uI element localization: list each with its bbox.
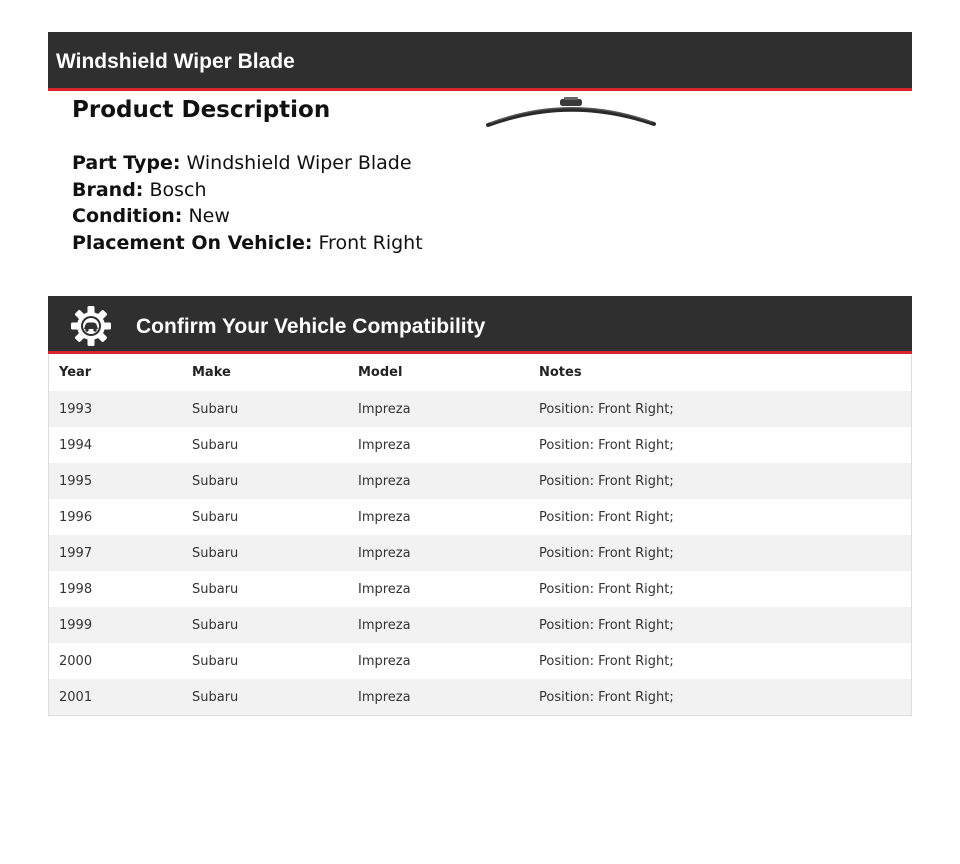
table-row [49, 391, 911, 427]
cell-notes: Position: Front Right; [539, 473, 674, 489]
cell-year: 1995 [59, 473, 93, 489]
table-row [49, 643, 911, 679]
cell-notes: Position: Front Right; [539, 437, 674, 453]
cell-model: Impreza [358, 689, 411, 705]
cell-model: Impreza [358, 401, 411, 417]
cell-make: Subaru [192, 581, 239, 597]
cell-notes: Position: Front Right; [539, 617, 674, 633]
cell-notes: Position: Front Right; [539, 545, 674, 561]
column-header-year: Year [59, 365, 92, 380]
spec-label: Part Type: [72, 152, 181, 174]
column-header-make: Make [192, 365, 231, 380]
wiper-blade-image [484, 94, 660, 132]
cell-make: Subaru [192, 617, 239, 633]
product-specs [72, 150, 423, 256]
cell-make: Subaru [192, 401, 239, 417]
spec-part-type [72, 150, 423, 177]
cell-make: Subaru [192, 509, 239, 525]
product-title: Windshield Wiper Blade [56, 50, 295, 73]
table-row [49, 571, 911, 607]
cell-year: 1998 [59, 581, 93, 597]
cell-make: Subaru [192, 545, 239, 561]
column-header-notes: Notes [539, 365, 582, 380]
spec-condition [72, 203, 423, 230]
column-header-model: Model [358, 365, 403, 380]
compatibility-bar [48, 296, 912, 354]
product-description-heading: Product Description [72, 97, 331, 123]
spec-value: New [188, 205, 230, 227]
spec-placement [72, 230, 423, 257]
spec-value: Front Right [318, 231, 423, 254]
table-row [49, 463, 911, 499]
cell-year: 1996 [59, 509, 93, 525]
cell-model: Impreza [358, 617, 411, 633]
cell-notes: Position: Front Right; [539, 509, 674, 525]
spec-label: Brand: [72, 178, 144, 201]
cell-notes: Position: Front Right; [539, 689, 674, 705]
cell-make: Subaru [192, 473, 239, 489]
cell-year: 2001 [59, 689, 93, 705]
table-header-row [49, 354, 911, 391]
cell-notes: Position: Front Right; [539, 401, 674, 417]
table-row [49, 535, 911, 571]
cell-model: Impreza [358, 581, 411, 597]
compatibility-title: Confirm Your Vehicle Compatibility [136, 315, 486, 338]
cell-model: Impreza [358, 437, 411, 453]
cell-year: 1994 [59, 437, 93, 453]
spec-brand [72, 177, 423, 204]
cell-year: 1997 [59, 545, 93, 561]
gear-car-icon [70, 305, 112, 347]
table-row [49, 679, 911, 715]
spec-value: Bosch [149, 178, 207, 201]
cell-year: 1993 [59, 401, 93, 417]
spec-label: Placement On Vehicle: [72, 231, 313, 254]
table-row [49, 499, 911, 535]
cell-model: Impreza [358, 473, 411, 489]
cell-make: Subaru [192, 689, 239, 705]
cell-year: 1999 [59, 617, 93, 633]
compatibility-table [48, 354, 912, 716]
cell-notes: Position: Front Right; [539, 653, 674, 669]
cell-model: Impreza [358, 653, 411, 669]
cell-notes: Position: Front Right; [539, 581, 674, 597]
product-title-bar [48, 32, 912, 91]
cell-make: Subaru [192, 653, 239, 669]
cell-year: 2000 [59, 653, 93, 669]
cell-model: Impreza [358, 545, 411, 561]
table-row [49, 427, 911, 463]
cell-make: Subaru [192, 437, 239, 453]
spec-label: Condition: [72, 205, 183, 227]
cell-model: Impreza [358, 509, 411, 525]
spec-value: Windshield Wiper Blade [186, 152, 412, 174]
table-row [49, 607, 911, 643]
